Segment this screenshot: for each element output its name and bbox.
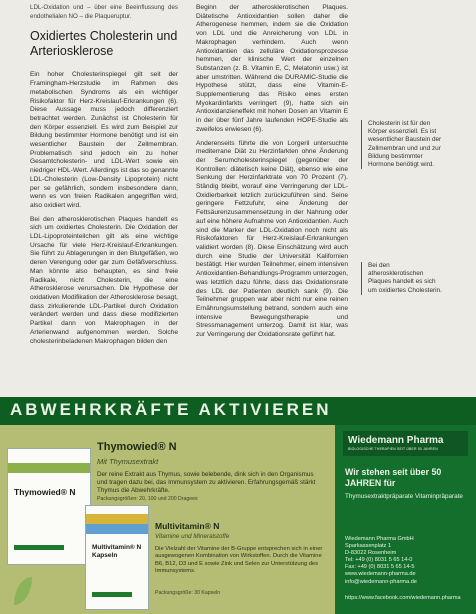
company-tagline: BIOLOGISCHE THERAPIEN SEIT ÜBER 50 JAHREN xyxy=(348,447,438,451)
product2-text: Die Vielzahl der Vitamine der B-Gruppe entsprechen sich in einer ausgewogenen Kombination von Wirkstoffen. Durch die Vitamine B6, B12, D3 und E sowie Zink und Selen zur Unterstützung des Immunsystems. xyxy=(155,546,323,574)
address-line: Wiedemann Pharma GmbH xyxy=(345,536,414,542)
product2-subtitle: Vitamine und Mineralstoffe xyxy=(155,533,230,540)
box-stripe xyxy=(86,514,148,524)
website-link[interactable]: www.wiedemann-pharma.de xyxy=(345,571,416,578)
box-logo-bar xyxy=(92,592,132,597)
article-column-right xyxy=(196,4,348,345)
address-line: Tel: +49 (0) 8031 5 65 14-0 xyxy=(345,557,413,564)
product1-text: Der reine Extrakt aus Thymus, sowie belebende, dink sich in den Organismus und tragen dazu bei, das Immunsystem zu aktivieren. Erfahrungsgemäß stärkt Thymus die Abwehrkräfte. xyxy=(97,471,316,495)
paragraph: Anderenseits führte die von Lorgeril untersuchte mediterrane Diät zu Herzinfarkten ohne Änderung der Serumcholesterinspiegel (gegenüber der Kontrollen: diätetisch keine Diät), ebenso wie eine Senkung der Herzinfarktrate von 70 Prozent (7). Ständig bleibt, worauf eine Verringerung der LDL-Oxidierbarkeit letzlich zurückzuführen sind. Seine geringere Fettzufuhr, eine Änderung der Fettsäurenzusammensetzung in der Nahrung oder auf eine höhere Aufnahme von Antioxidantien. Auch sind die Marker der LDL-Oxidation noch nicht als Risikofaktoren für Herz-Kreislauf-Erkrankungen validiert worden (8). Diese Einschätzung wird auch durch eine Studie der Universität Kalifornien bestätigt. Hier wurden Teilnehmer, einem intensiven Antioxidantien-Behandlungs-Programm unterzogen, was letztlich dazu führte, dass das Oxidationsrate des LDL der Patienten deutlich sank (9). Die Teilnehmer gruppen war aber nicht nur eine reinen Ernährungsumstellung betrand, sondern auch eine intensive Bewegungstherapie und Stressmanagement unterzog. Damit ist klar, was zur Verringerung der Oxidationsrate geführt hat. xyxy=(196,139,348,339)
paragraph: Ein hoher Cholesterinspiegel gilt seit der Framingham-Herzstudie im Rahmen des metabolischen Syndroms als ein wichtiger Risikofaktor für Herz-Kreislauf-Erkrankungen (6). Diese Aussage muss jedoch differenziert betrachtet werden. Zunächst ist Cholesterin für den Körper essenziell. Es wird zum Beispiel zur Bildung bestimmter Hormone benötigt und ist ein wesentlicher Baustein der Zellmembran. Problematisch sind jedoch ein zu hoher Gesamtcholesterin- und LDL-Wert sowie ein niedriger HDL-Wert. Allerdings ist das so genannte LDL-Cholesterin (Low-Density Lipoprotein) nicht per se gefährlich, sondern insbesondere dann, wenn es von freien Radikalen angegriffen wird, also oxidiert wird. xyxy=(30,71,178,209)
box-label: Thymowied® N xyxy=(14,487,76,497)
product1-pack-sizes: Packungsgrößen: 20, 100 und 200 Dragees xyxy=(97,496,198,502)
address-line: Sparkassenplatz 1 xyxy=(345,543,392,550)
pull-quote-1 xyxy=(361,120,445,169)
address-line: Fax: +49 (0) 8031 5 65 14-5 xyxy=(345,564,415,571)
thymowied-box xyxy=(7,448,91,565)
ad-products-panel xyxy=(0,425,335,614)
pull-quote-text: Cholesterin ist für den Körper essenziell. Es ist wesentlicher Baustein der Zellmembran und und zur Bildung bestimmter Hormone benötigt wird. xyxy=(368,120,442,169)
product2-pack-sizes: Packungsgröße: 30 Kapseln xyxy=(155,590,221,596)
company-claim: Wir stehen seit über 50 JAHREN für xyxy=(345,467,442,488)
address-line: D-83022 Rosenheim xyxy=(345,550,397,557)
quote-bar xyxy=(361,120,362,169)
product1-subtitle: Mit Thymusextrakt xyxy=(97,457,159,466)
company-logo: Wiedemann Pharma xyxy=(348,435,444,446)
paragraph: Bei den atherosklerotischen Plaques handelt es sich um oxidiertes Cholesterin. Die Oxidation der LDL-Lipoproteinteilchen gilt als eine wichtige Ursache für viele Herz-Kreislauf-Erkrankungen. Sie führt zu Ablagerungen in den Blutgefäßen, wo deren Verengung oder gar zum Gefäßverschluss. Man könnte also behaupten, es sind freie Radikale, nicht Cholesterin, die eine Atherosklerose verursachen. Die Hypothese der oxidativen Modifikation der Atherosklerose besagt, dass zirkulierende LDL-Partikel durch Oxidation verändert werden und dass diese modifizierten Partikel dann von Makrophagen in der Arterienwand aufgenommen werden. Solche cholesterinbeladenen Makrophagen bilden den xyxy=(30,215,178,345)
pull-quote-2 xyxy=(361,262,445,295)
leaf-icon xyxy=(14,577,32,605)
multivitamin-box xyxy=(85,505,149,610)
company-logo-box xyxy=(343,431,468,456)
box-logo-bar xyxy=(14,545,64,550)
advertisement xyxy=(0,397,476,614)
product2-name: Multivitamin® N xyxy=(155,521,220,531)
product1-name: Thymowied® N xyxy=(97,441,177,453)
box-stripe xyxy=(86,524,148,534)
ad-company-panel xyxy=(335,425,476,614)
facebook-link[interactable]: https://www.facebook.com/wiedemann.pharma xyxy=(345,595,461,601)
company-claim-products: Thymusextraktpräparate Vitaminpräparate xyxy=(345,493,463,500)
quote-bar xyxy=(361,262,362,295)
email-link[interactable]: info@wiedemann-pharma.de xyxy=(345,578,417,585)
paragraph: Beginn der atherosklerotischen Plaques. Diätetische Antioxidantien sollen daher die Atherogenese hemmen, indem sie die Oxidation von LDL und die Anreicherung von LDL in Makrophagen verhindern. Auch wenn Antioxidantien das zelluläre Oxidationsprozesse hemmen, der klinische Wert der einzelnen Substanzen (z. B. Vitamin E, C, Melatonin usw.) ist aber umstritten. Während die DURAMIC-Studie die Hypothese stützt, dass eine Vitamin-E-Supplementierung das Risiko eines ersten Myokardinfarkts verringert (9), hatte sich ein Antioxidanzieneffekt mit hohen Dosen an Vitamin E in der über fünf Jahre laufenden HOPE-Studie als zweifelos erwiesen (6). xyxy=(196,4,348,133)
article-title: Oxidiertes Cholesterin und Arteriosklerose xyxy=(30,29,178,59)
box-stripe xyxy=(8,463,90,473)
company-address xyxy=(345,536,470,586)
pull-quote-text: Bei den atherosklerotischen Plaques handelt es sich um oxidiertes Cholesterin. xyxy=(368,262,442,294)
ad-banner xyxy=(0,397,476,425)
article-column-left xyxy=(30,4,178,351)
box-label: Multivitamin® N Kapseln xyxy=(92,544,142,559)
article-lead: LDL-Oxidation und – über eine Beeinflussung des endothelialen NO – die Plaqueruptur. xyxy=(30,4,178,20)
ad-banner-title: ABWEHRKRÄFTE AKTIVIEREN xyxy=(10,400,332,419)
